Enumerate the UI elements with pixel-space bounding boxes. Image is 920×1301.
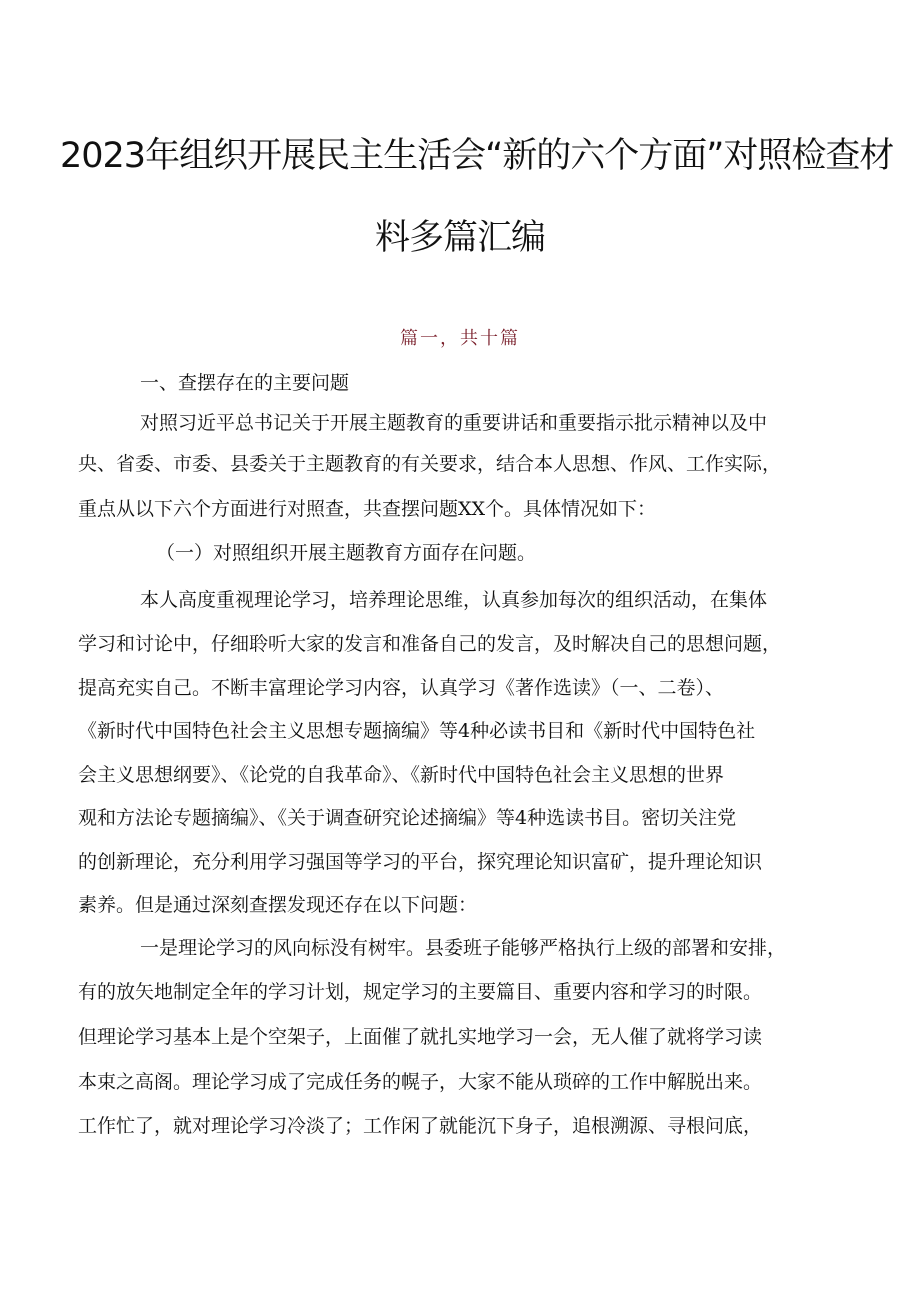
paragraph-line: 本人高度重视理论学习，培养理论思维，认真参加每次的组织活动，在集体	[140, 589, 768, 611]
paragraph-line: 有的放矢地制定全年的学习计划，规定学习的主要篇目、重要内容和学习的时限。	[78, 981, 763, 1003]
paragraph-line: 工作忙了，就对理论学习冷淡了；工作闲了就能沉下身子，追根溯源、寻根问底，	[78, 1115, 763, 1137]
document-title-line-1: 2023年组织开展民主生活会“新的六个方面”对照检查材	[60, 136, 894, 176]
paragraph-line: 提高充实自己。不断丰富理论学习内容，认真学习《著作选读》（一、二卷）、	[78, 677, 725, 699]
section-heading: 一、查摆存在的主要问题	[140, 372, 350, 394]
paragraph-line: 本束之高阁。理论学习成了完成任务的幌子，大家不能从琐碎的工作中解脱出来。	[78, 1071, 763, 1093]
paragraph-line: 的创新理论，充分利用学习强国等学习的平台，探究理论知识富矿，提升理论知识	[78, 851, 763, 873]
paragraph-line: 央、省委、市委、县委关于主题教育的有关要求，结合本人思想、作风、工作实际，	[78, 453, 782, 475]
paragraph-line: 学习和讨论中，仔细聆听大家的发言和准备自己的发言，及时解决自己的思想问题，	[78, 633, 782, 655]
subsection-heading: （一）对照组织开展主题教育方面存在问题。	[156, 542, 537, 564]
chapter-label: 篇一，共十篇	[400, 328, 520, 349]
paragraph-line: 会主义思想纲要》、《论党的自我革命》、《新时代中国特色社会主义思想的世界	[78, 764, 725, 786]
document-title-line-2: 料多篇汇编	[374, 218, 545, 258]
paragraph-line: 《新时代中国特色社会主义思想专题摘编》等4种必读书目和《新时代中国特色社	[78, 720, 756, 742]
paragraph-line: 素养。但是通过深刻查摆发现还存在以下问题：	[78, 894, 478, 916]
paragraph-line: 但理论学习基本上是个空架子，上面催了就扎实地学习一会，无人催了就将学习读	[78, 1026, 763, 1048]
paragraph-line: 一是理论学习的风向标没有树牢。县委班子能够严格执行上级的部署和安排，	[140, 937, 787, 959]
paragraph-line: 对照习近平总书记关于开展主题教育的重要讲话和重要指示批示精神以及中	[140, 412, 768, 434]
paragraph-line: 重点从以下六个方面进行对照查，共查摆问题XX个。具体情况如下：	[78, 498, 657, 520]
paragraph-line: 观和方法论专题摘编》、《关于调查研究论述摘编》等4种选读书目。密切关注党	[78, 807, 737, 829]
